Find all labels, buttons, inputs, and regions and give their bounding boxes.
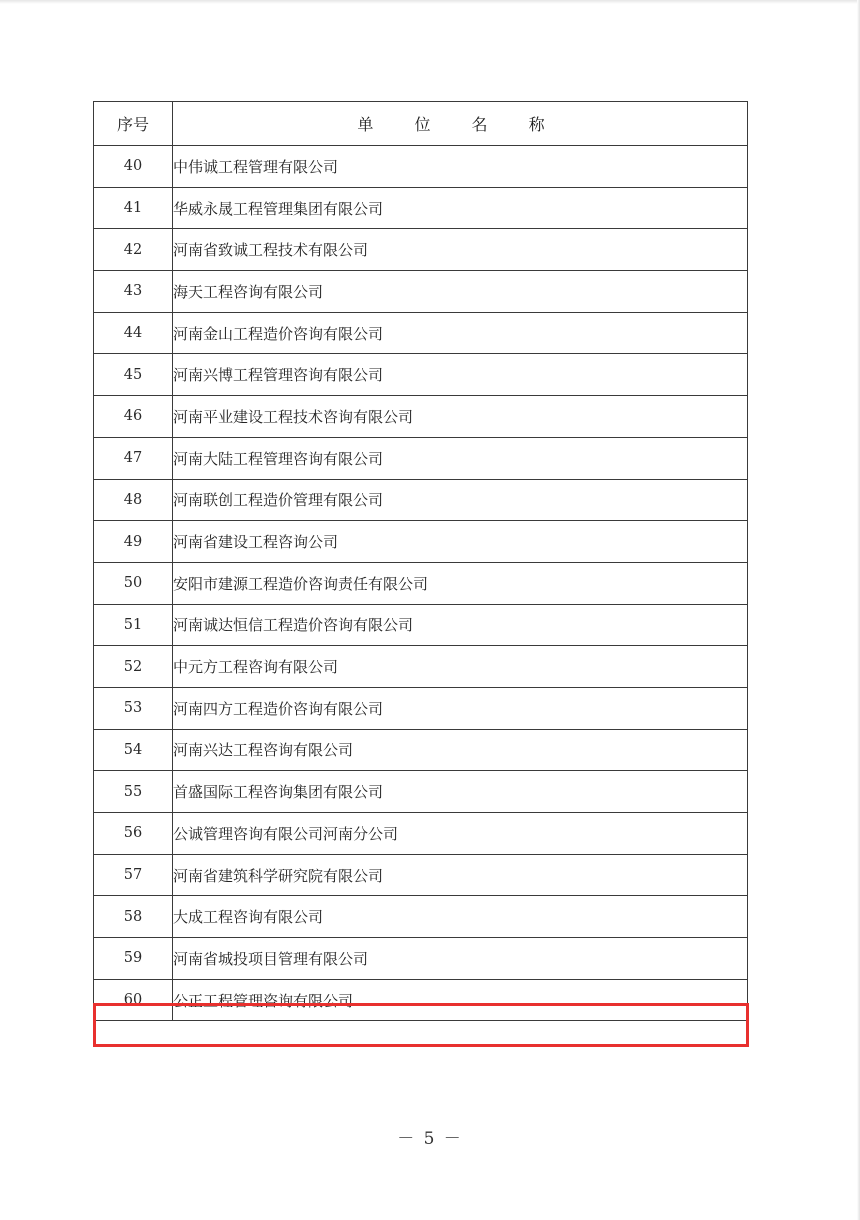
table-row xyxy=(94,146,748,188)
row-unit-name: 中元方工程咨询有限公司 xyxy=(173,646,748,688)
page-top-edge xyxy=(0,0,860,4)
row-unit-name: 华威永晟工程管理集团有限公司 xyxy=(173,187,748,229)
table-row xyxy=(94,687,748,729)
row-unit-name: 海天工程咨询有限公司 xyxy=(173,271,748,313)
row-unit-name: 首盛国际工程咨询集团有限公司 xyxy=(173,771,748,813)
table-row xyxy=(94,396,748,438)
table-row xyxy=(94,604,748,646)
row-serial-number: 44 xyxy=(94,312,173,354)
table-row xyxy=(94,521,748,563)
row-serial-number: 50 xyxy=(94,562,173,604)
row-unit-name: 河南四方工程造价咨询有限公司 xyxy=(173,687,748,729)
row-serial-number: 45 xyxy=(94,354,173,396)
table-row xyxy=(94,646,748,688)
table-row xyxy=(94,229,748,271)
table-body xyxy=(94,146,748,1021)
row-serial-number: 60 xyxy=(94,979,173,1021)
row-serial-number: 55 xyxy=(94,771,173,813)
row-unit-name: 河南省致诚工程技术有限公司 xyxy=(173,229,748,271)
row-serial-number: 53 xyxy=(94,687,173,729)
table-header-row xyxy=(94,102,748,146)
row-serial-number: 43 xyxy=(94,271,173,313)
company-list-table xyxy=(93,101,748,1021)
row-serial-number: 56 xyxy=(94,813,173,855)
table-row xyxy=(94,562,748,604)
row-serial-number: 57 xyxy=(94,854,173,896)
row-serial-number: 58 xyxy=(94,896,173,938)
row-serial-number: 40 xyxy=(94,146,173,188)
row-serial-number: 51 xyxy=(94,604,173,646)
row-unit-name: 河南大陆工程管理咨询有限公司 xyxy=(173,437,748,479)
table-row xyxy=(94,813,748,855)
table-row xyxy=(94,729,748,771)
page-number: － 5 － xyxy=(397,1129,463,1149)
table-row xyxy=(94,979,748,1021)
row-serial-number: 41 xyxy=(94,187,173,229)
table-row xyxy=(94,187,748,229)
table-row xyxy=(94,854,748,896)
row-serial-number: 42 xyxy=(94,229,173,271)
row-unit-name: 公正工程管理咨询有限公司 xyxy=(173,979,748,1021)
row-unit-name: 河南金山工程造价咨询有限公司 xyxy=(173,312,748,354)
row-unit-name: 安阳市建源工程造价咨询责任有限公司 xyxy=(173,562,748,604)
row-unit-name: 河南兴博工程管理咨询有限公司 xyxy=(173,354,748,396)
row-serial-number: 54 xyxy=(94,729,173,771)
table-row xyxy=(94,771,748,813)
row-serial-number: 49 xyxy=(94,521,173,563)
header-unit-name: 单 位 名 称 xyxy=(173,102,748,146)
table-row xyxy=(94,312,748,354)
row-unit-name: 河南省城投项目管理有限公司 xyxy=(173,938,748,980)
table-row xyxy=(94,271,748,313)
row-unit-name: 河南省建设工程咨询公司 xyxy=(173,521,748,563)
row-unit-name: 河南平业建设工程技术咨询有限公司 xyxy=(173,396,748,438)
row-serial-number: 59 xyxy=(94,938,173,980)
row-unit-name: 大成工程咨询有限公司 xyxy=(173,896,748,938)
row-unit-name: 河南兴达工程咨询有限公司 xyxy=(173,729,748,771)
table-row xyxy=(94,938,748,980)
row-serial-number: 47 xyxy=(94,437,173,479)
row-unit-name: 中伟诚工程管理有限公司 xyxy=(173,146,748,188)
table-row xyxy=(94,896,748,938)
row-unit-name: 公诚管理咨询有限公司河南分公司 xyxy=(173,813,748,855)
table-row xyxy=(94,354,748,396)
header-serial-number: 序号 xyxy=(94,102,173,146)
row-serial-number: 46 xyxy=(94,396,173,438)
table-row xyxy=(94,437,748,479)
row-unit-name: 河南诚达恒信工程造价咨询有限公司 xyxy=(173,604,748,646)
row-serial-number: 52 xyxy=(94,646,173,688)
row-unit-name: 河南省建筑科学研究院有限公司 xyxy=(173,854,748,896)
row-unit-name: 河南联创工程造价管理有限公司 xyxy=(173,479,748,521)
row-serial-number: 48 xyxy=(94,479,173,521)
table-row xyxy=(94,479,748,521)
